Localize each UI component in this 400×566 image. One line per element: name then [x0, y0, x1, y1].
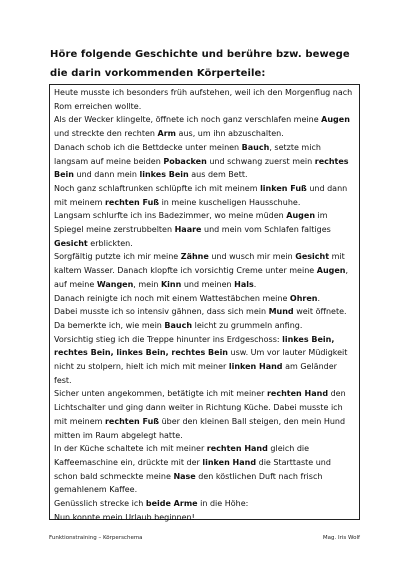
story-text: . — [317, 293, 321, 303]
footer-course-title: Funktionstraining – Körperschema — [49, 535, 143, 541]
body-part-word: Bauch — [164, 320, 193, 330]
story-box — [49, 84, 360, 520]
story-paragraph — [54, 497, 356, 511]
story-paragraph — [54, 141, 356, 182]
story-paragraph — [54, 86, 356, 113]
story-paragraph — [54, 333, 356, 388]
story-text: Noch ganz schlaftrunken schlüpfte ich mit meinem — [54, 183, 261, 193]
story-text: , mein — [133, 279, 161, 289]
body-part-word: beide Arme — [145, 499, 198, 509]
body-part-word: Mund — [268, 307, 294, 317]
story-text: und dann mit meinem — [54, 183, 348, 207]
story-text: weit öffnete. Da bemerkte ich, wie mein — [54, 307, 347, 330]
story-text: , auf meine — [54, 266, 349, 289]
body-part-word: rechten Hand — [266, 389, 329, 399]
story-text: , setzte mich langsam auf meine beiden — [54, 142, 321, 166]
story-text: Vorsichtig stieg ich die Treppe hinunter ins Erdgeschoss: — [54, 334, 283, 344]
story-text: Nun konnte mein Urlaub beginnen! — [54, 512, 195, 522]
story-text: den köstlichen Duft nach frisch gemahlenem Kaffee. — [54, 471, 323, 495]
story-text: . — [253, 279, 257, 289]
story-text: und wusch mir mein — [208, 252, 296, 262]
worksheet-heading: Höre folgende Geschichte und berühre bzw. bewege die darin vorkommenden Körperteile: — [50, 49, 350, 79]
story-paragraph — [54, 250, 356, 291]
body-part-word: Nase — [173, 471, 196, 481]
story-paragraph — [54, 209, 356, 250]
footer-author: Mag. Iris Wolf — [322, 535, 360, 541]
story-text: den Lichtschalter und ging dann weiter in Richtung Küche. Dabei musste ich mit meinem — [54, 389, 346, 426]
story-paragraph — [54, 387, 356, 442]
story-text: und meinen — [181, 279, 235, 289]
story-paragraph — [54, 182, 356, 209]
body-part-word: Gesicht — [295, 252, 330, 262]
story-text: die Starttaste und schon bald schmeckte meine — [54, 457, 331, 481]
body-part-word: Bauch — [241, 142, 270, 152]
story-paragraph — [54, 442, 356, 497]
story-text: erblickten. — [87, 238, 133, 248]
story-text: Heute musste ich besonders früh aufstehen, weil ich den Morgenflug nach Rom erreichen wollte. — [54, 88, 353, 111]
story-text: im Spiegel meine zerstrubbelten — [54, 211, 328, 235]
body-part-word: linken Fuß — [260, 183, 307, 193]
body-part-word: rechtes Bein — [54, 156, 349, 180]
story-text: In der Küche schaltete ich mit meiner — [54, 444, 207, 454]
story-text: Danach reinigte ich noch mit einem Wattestäbchen meine — [54, 293, 290, 303]
body-part-word: rechten Fuß — [104, 416, 160, 426]
body-part-word: Kinn — [160, 279, 182, 289]
story-text: Genüsslich strecke ich — [54, 499, 146, 509]
story-text: usw. Um vor lauter Müdigkeit nicht zu stolpern, hielt ich mich mit meiner — [54, 348, 348, 372]
story-text: gleich die Kaffeemaschine ein, drückte mit der — [54, 444, 310, 467]
body-part-word: Ohren — [289, 293, 318, 303]
story-text: aus dem Bett. — [188, 170, 248, 180]
story-text: am Geländer fest. — [54, 362, 337, 385]
body-part-word: Augen — [316, 266, 346, 276]
body-part-word: Wangen — [96, 279, 134, 289]
story-paragraph — [54, 305, 356, 332]
body-part-word: rechten Fuß — [104, 197, 160, 207]
story-text: Sicher unten angekommen, betätigte ich mit meiner — [54, 389, 267, 399]
story-text: und mein vom Schlafen faltiges — [201, 225, 331, 235]
story-text: Als der Wecker klingelte, öffnete ich noch ganz verschlafen meine — [54, 115, 322, 125]
body-part-word: linkes Bein, rechtes Bein, linkes Bein, rechtes Bein — [54, 334, 335, 358]
story-paragraph — [54, 113, 356, 140]
story-paragraph — [54, 511, 356, 525]
story-text: und schwang zuerst mein — [206, 156, 315, 166]
story-text: Dabei musste ich so intensiv gähnen, dass sich mein — [54, 307, 269, 317]
body-part-word: linken Hand — [228, 362, 283, 372]
story-text: und streckte den rechten — [54, 129, 158, 139]
story-text: Danach schob ich die Bettdecke unter meinen — [54, 142, 242, 152]
body-part-word: Hals — [234, 279, 254, 289]
body-part-word: rechten Hand — [206, 444, 268, 454]
story-text: Langsam schlurfte ich ins Badezimmer, wo meine müden — [54, 211, 287, 221]
story-text: über den kleinen Ball steigen, den mein Hund mitten im Raum abgelegt hatte. — [54, 416, 346, 440]
body-part-word: linken Hand — [202, 457, 257, 467]
body-part-word: Gesicht — [54, 238, 88, 248]
story-text: mit kaltem Wasser. Danach klopfte ich vorsichtig Creme unter meine — [54, 252, 345, 276]
story-text: und dann mein — [73, 170, 140, 180]
body-part-word: linkes Bein — [139, 170, 189, 180]
story-text: Sorgfältig putzte ich mir meine — [54, 252, 181, 262]
body-part-word: Haare — [174, 225, 202, 235]
story-text: aus, um ihn abzuschalten. — [176, 129, 284, 139]
story-text: leicht zu grummeln anfing. — [192, 320, 303, 330]
body-part-word: Zähne — [180, 252, 209, 262]
story-paragraph — [54, 292, 356, 306]
body-part-word: Arm — [157, 129, 177, 139]
body-part-word: Pobacken — [163, 156, 207, 166]
story-text: in meine kuscheligen Hausschuhe. — [159, 197, 301, 207]
body-part-word: Augen — [286, 211, 316, 221]
story-text: in die Höhe: — [197, 499, 249, 509]
body-part-word: Augen — [321, 115, 350, 125]
